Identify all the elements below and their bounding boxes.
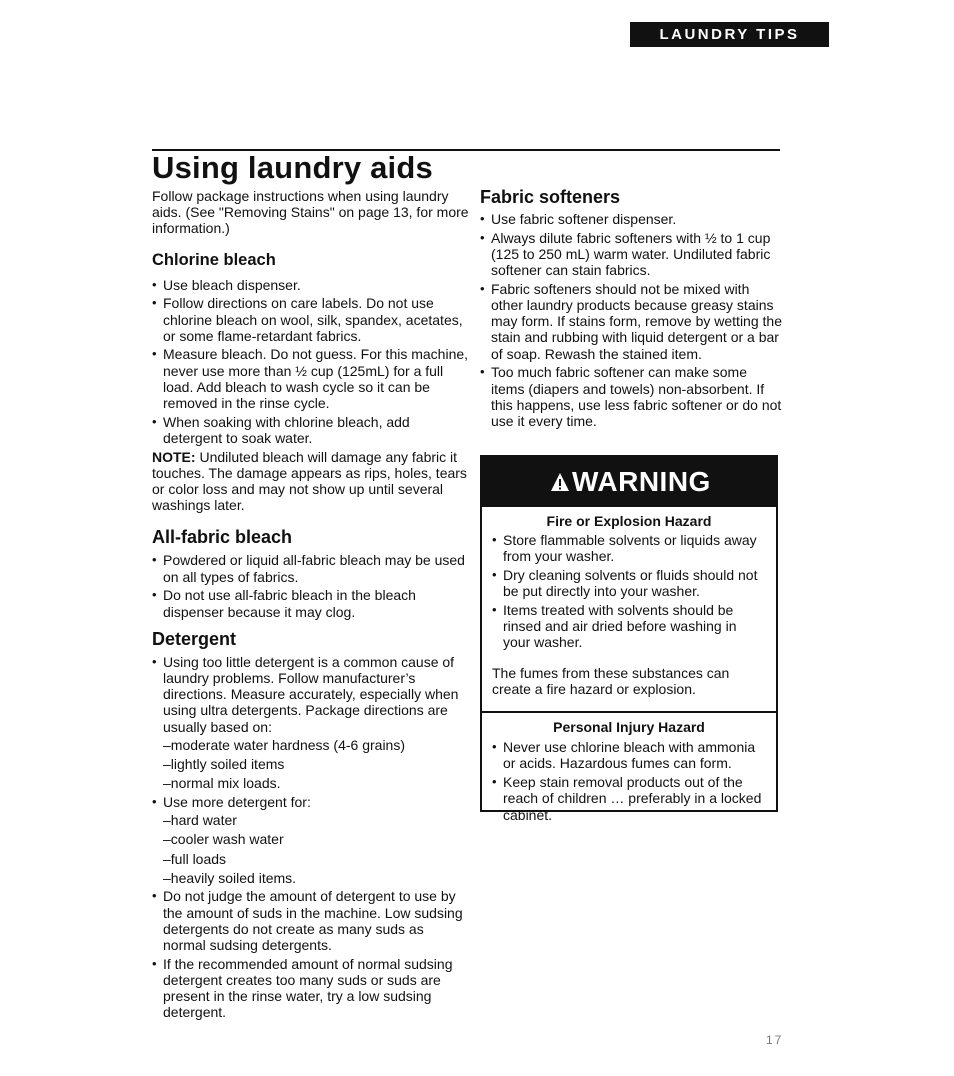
- list-item: • Keep stain removal products out of the reach of children … preferably in a locked cabinet.: [492, 774, 766, 823]
- warning-header: [482, 457, 776, 507]
- list-item: • Store flammable solvents or liquids away from your washer.: [492, 532, 766, 564]
- sub-item: –hard water: [163, 812, 237, 829]
- list-item: • If the recommended amount of normal sudsing detergent creates too many suds or suds are present in the rinse water, try a low sudsing detergent.: [152, 956, 470, 1021]
- note-label: NOTE:: [152, 448, 196, 465]
- injury-hazard-list: [492, 739, 766, 823]
- note-text: Undiluted bleach will damage any fabric it touches. The damage appears as rips, holes, tears or color loss and may not show up until several washings later.: [152, 448, 467, 514]
- list-item: [152, 654, 470, 792]
- fire-hazard-section: [482, 513, 776, 697]
- list-item: • Fabric softeners should not be mixed with other laundry products because greasy stains may form. If stains form, remove by wetting the stain and rubbing with liquid detergent or a bar of soap. Rewash the stained item.: [480, 281, 782, 362]
- sub-item: –cooler wash water: [163, 831, 284, 848]
- sub-item: –lightly soiled items: [163, 755, 285, 772]
- detergent-heading: Detergent: [152, 628, 237, 649]
- sub-item: –moderate water hardness (4-6 grains): [163, 736, 406, 753]
- list-item: [152, 794, 470, 886]
- page-title: Using laundry aids: [152, 150, 433, 185]
- section-banner: LAUNDRY TIPS: [630, 22, 829, 47]
- warning-box: [480, 455, 778, 823]
- page-number: 17: [766, 1033, 784, 1047]
- warning-title: WARNING: [572, 465, 711, 497]
- list-item: • Use fabric softener dispenser.: [480, 211, 782, 227]
- fire-hazard-title: Fire or Explosion Hazard: [546, 513, 712, 529]
- warning-divider: [482, 711, 776, 713]
- list-item-text: Using too little detergent is a common cause of laundry problems. Follow manufacturer’s directions. Measure accurately, especially when using ultra detergents. Package directions are usually based on:: [163, 653, 459, 735]
- bleach-note: [152, 449, 470, 514]
- all-fabric-bleach-heading: All-fabric bleach: [152, 527, 293, 548]
- right-column: [480, 186, 782, 432]
- intro-text: Follow package instructions when using laundry aids. (See "Removing Stains" on page 13, for more information.): [152, 188, 469, 237]
- list-item: • When soaking with chlorine bleach, add detergent to soak water.: [152, 414, 470, 446]
- all-fabric-bleach-list: [152, 552, 470, 619]
- sub-item: –normal mix loads.: [163, 775, 281, 792]
- left-column: [152, 188, 470, 1023]
- list-item: • Always dilute fabric softeners with ½ to 1 cup (125 to 250 mL) warm water. Undiluted fabric softener can stain fabrics.: [480, 230, 782, 279]
- fire-hazard-footer: The fumes from these substances can create a fire hazard or explosion.: [492, 664, 730, 697]
- list-item: • Items treated with solvents should be rinsed and air dried before washing in your washer.: [492, 602, 766, 651]
- list-item: • Use bleach dispenser.: [152, 277, 470, 293]
- list-item: • Too much fabric softener can make some items (diapers and towels) non-absorbent. If this happens, use less fabric softener or do not use it every time.: [480, 364, 782, 429]
- fabric-softeners-heading: Fabric softeners: [480, 187, 621, 207]
- injury-hazard-title: Personal Injury Hazard: [553, 719, 705, 736]
- list-item: • Do not judge the amount of detergent to use by the amount of suds in the machine. Low sudsing detergents do not create as many suds as normal sudsing detergents.: [152, 888, 470, 953]
- list-item-text: Use more detergent for:: [163, 793, 311, 810]
- list-item: • Never use chlorine bleach with ammonia or acids. Hazardous fumes can form.: [492, 739, 766, 771]
- list-item: • Do not use all-fabric bleach in the bleach dispenser because it may clog.: [152, 587, 470, 619]
- list-item: • Powdered or liquid all-fabric bleach may be used on all types of fabrics.: [152, 552, 470, 584]
- sub-item: –full loads: [163, 850, 227, 867]
- list-item: • Dry cleaning solvents or fluids should not be put directly into your washer.: [492, 567, 766, 599]
- list-item: • Follow directions on care labels. Do not use chlorine bleach on wool, silk, spandex, acetates, or some flame-retardant fabrics.: [152, 295, 470, 344]
- fabric-softeners-list: [480, 211, 782, 429]
- fire-hazard-list: [492, 532, 766, 650]
- list-item: • Measure bleach. Do not guess. For this machine, never use more than ½ cup (125mL) for a full load. Add bleach to wash cycle so it can be removed in the rinse cycle.: [152, 346, 470, 411]
- detergent-list: [152, 654, 470, 1021]
- chlorine-bleach-heading: Chlorine bleach: [152, 250, 276, 269]
- chlorine-bleach-list: [152, 277, 470, 447]
- sub-item: –heavily soiled items.: [163, 869, 297, 886]
- warning-triangle-icon: [550, 472, 570, 492]
- injury-hazard-section: [482, 719, 776, 823]
